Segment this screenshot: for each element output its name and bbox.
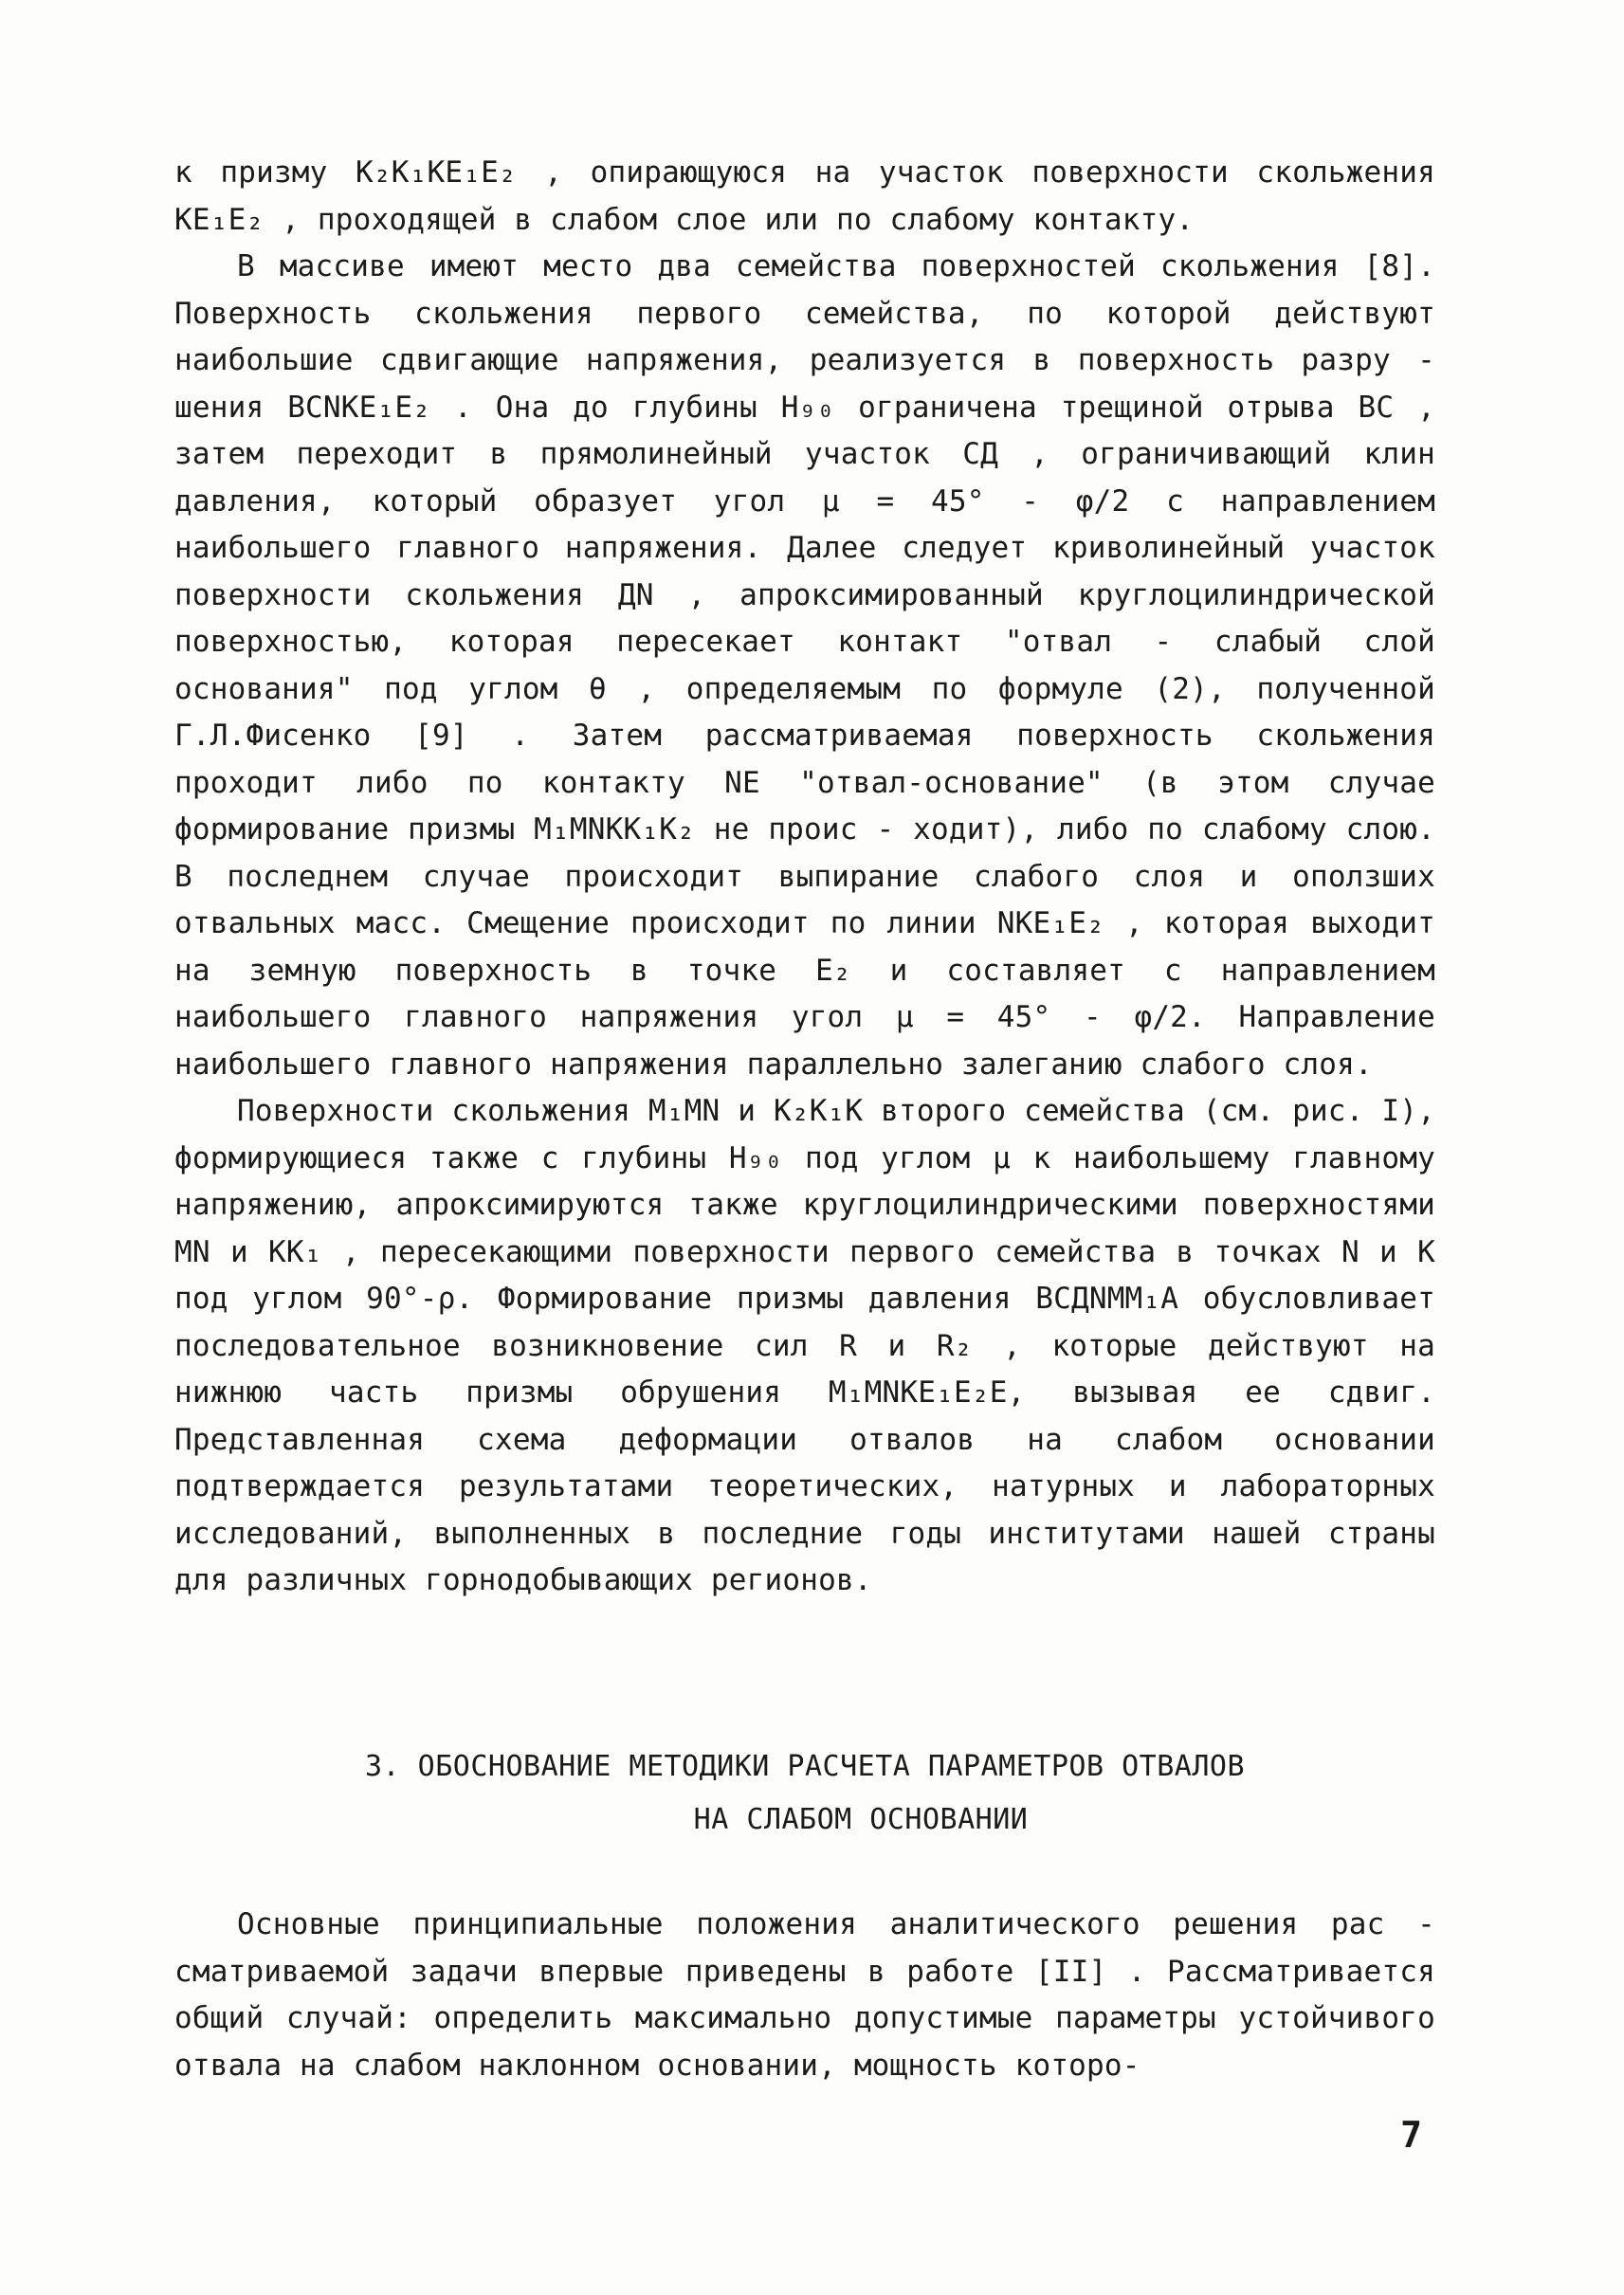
section-heading	[174, 1740, 1435, 1847]
body-text-upper	[174, 150, 1435, 1605]
paragraph-continuation: к призму K₂K₁KE₁E₂ , опирающуюся на участок поверхности скольжения KE₁E₂ , проходящей в слабом слое или по слабому контакту.	[174, 155, 1435, 237]
paragraph-method-basis: Основные принципиальные положения аналитического решения рас - сматриваемой задачи впервые приведены в работе [II] . Рассматривается общий случай: определить максимально допустимые параметры устойчивого отвала на слабом наклонном основании, мощность которо-	[174, 1907, 1435, 2083]
section-heading-line-2: НА СЛАБОМ ОСНОВАНИИ	[693, 1803, 1029, 1836]
page-number: 7	[1400, 2114, 1422, 2156]
paragraph-sliding-surfaces-first-family: В массиве имеют место два семейства поверхностей скольжения [8]. Поверхность скольжения первого семейства, по которой действуют наибольшие сдвигающие напряжения, реализуется в поверхность разру - шения BCNKE₁E₂ . Она до глубины H₉₀ ограничена трещиной отрыва BC , затем переходит в прямолинейный участок CД , ограничивающий клин давления, который образует угол μ = 45° - φ/2 с направлением наибольшего главного напряжения. Далее следует криволинейный участок поверхности скольжения ДN , апроксимированный круглоцилиндрической поверхностью, которая пересекает контакт "отвал - слабый слой основания" под углом θ , определяемым по формуле (2), полученной Г.Л.Фисенко [9] . Затем рассматриваемая поверхность скольжения проходит либо по контакту NE "отвал-основание" (в этом случае формирование призмы M₁MNKK₁K₂ не проис - ходит), либо по слабому слою. В последнем случае происходит выпирание слабого слоя и оползших отвальных масс. Смещение происходит по линии NKE₁E₂ , которая выходит на земную поверхность в точке E₂ и составляет с направлением наибольшего главного напряжения угол μ = 45° - φ/2. Направление наибольшего главного напряжения параллельно залеганию слабого слоя.	[174, 249, 1435, 1082]
body-text-lower	[174, 1902, 1435, 2089]
paragraph-sliding-surfaces-second-family: Поверхности скольжения M₁MN и K₂K₁K второго семейства (см. рис. I), формирующиеся также с глубины H₉₀ под углом μ к наибольшему главному напряжению, апроксимируются также круглоцилиндрическими поверхностями MN и KK₁ , пересекающими поверхности первого семейства в точках N и K под углом 90°-ρ. Формирование призмы давления BCДNMM₁A обусловливает последовательное возникновение сил R и R₂ , которые действуют на нижнюю часть призмы обрушения M₁MNKE₁E₂E, вызывая ее сдвиг. Представленная схема деформации отвалов на слабом основании подтверждается результатами теоретических, натурных и лабораторных исследований, выполненных в последние годы институтами нашей страны для различных горнодобывающих регионов.	[174, 1094, 1435, 1597]
section-heading-line-1: 3. ОБОСНОВАНИЕ МЕТОДИКИ РАСЧЕТА ПАРАМЕТРОВ ОТВАЛОВ	[364, 1750, 1246, 1783]
